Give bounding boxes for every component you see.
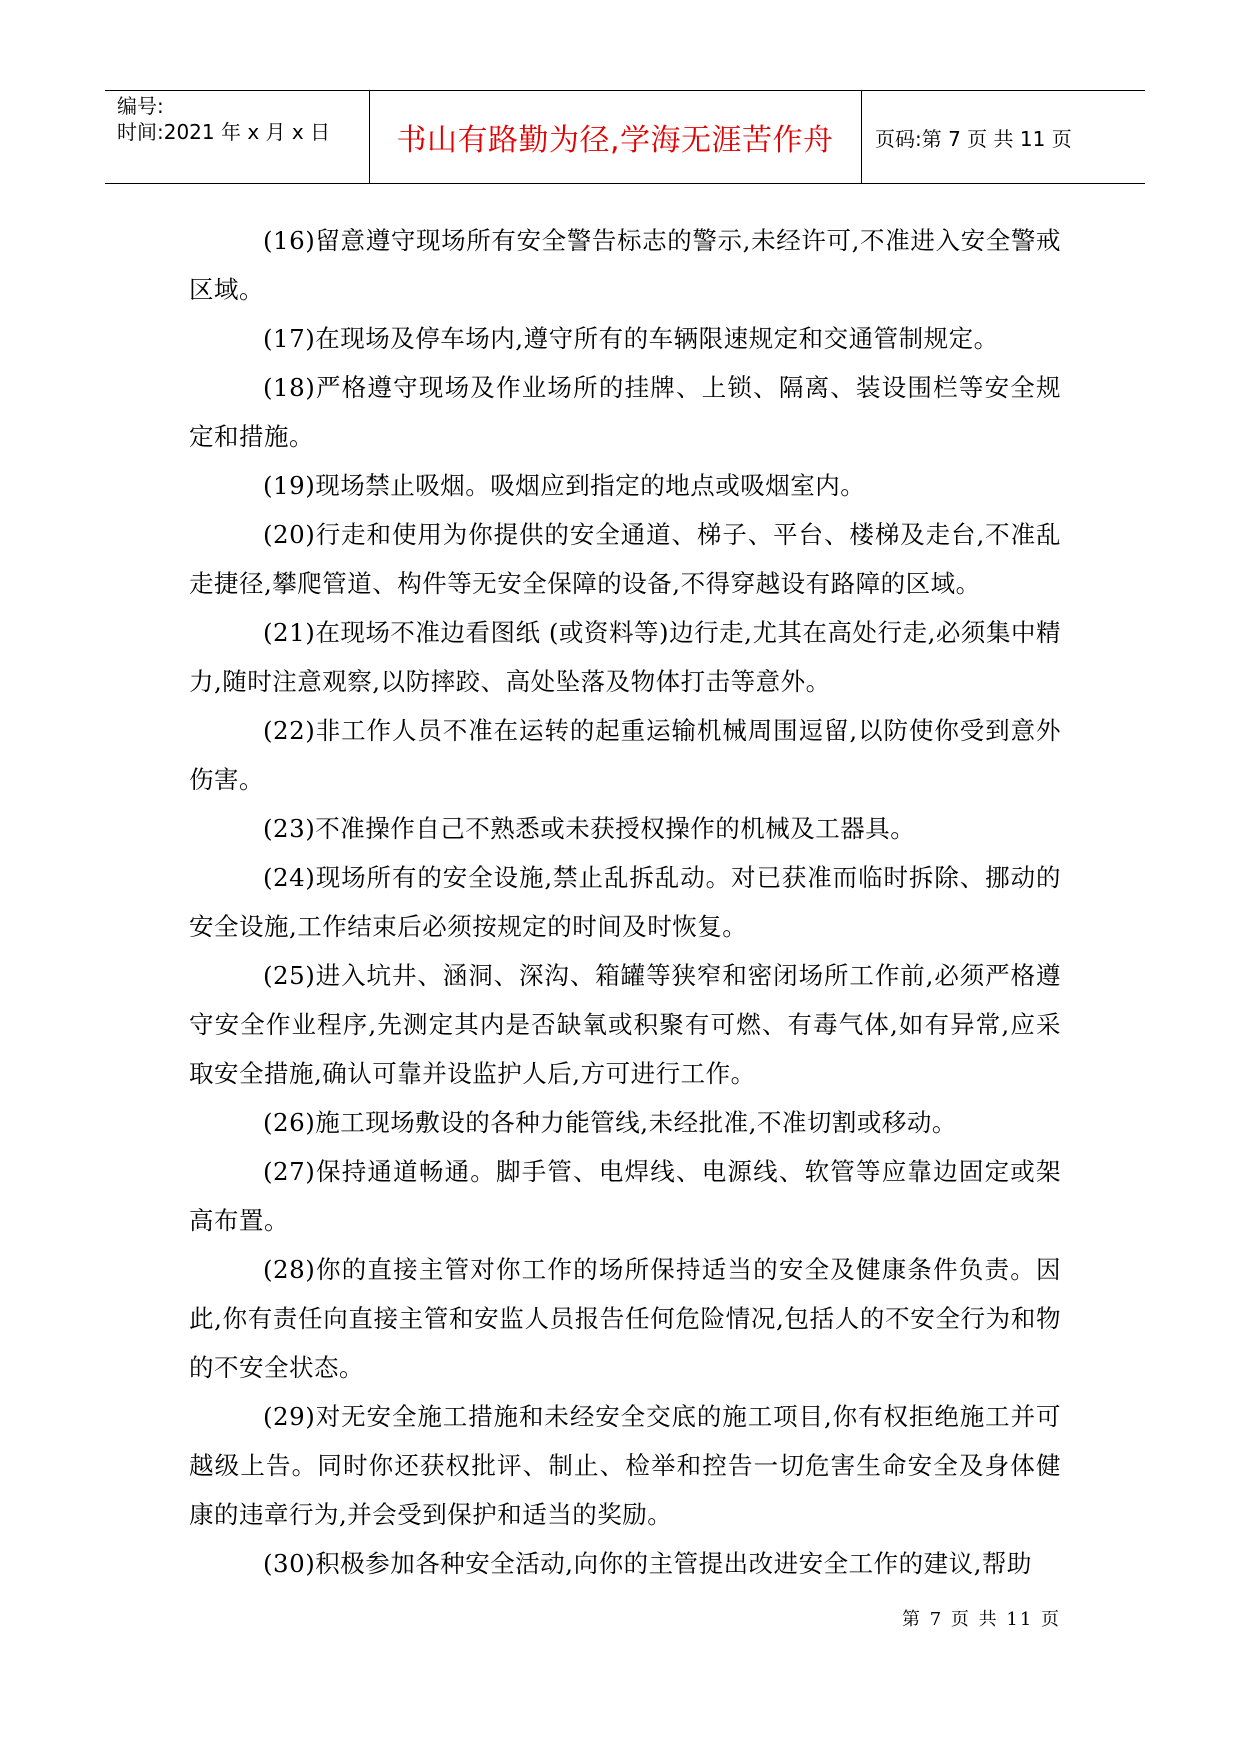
paragraph: (28)你的直接主管对你工作的场所保持适当的安全及健康条件负责。因此,你有责任向直接主管和安监人员报告任何危险情况,包括人的不安全行为和物的不安全状态。	[189, 1255, 1061, 1382]
paragraph: (21)在现场不准边看图纸 (或资料等)边行走,尤其在高处行走,必须集中精力,随时注意观察,以防摔跤、高处坠落及物体打击等意外。	[189, 618, 1061, 696]
paragraph: (24)现场所有的安全设施,禁止乱拆乱动。对已获准而临时拆除、挪动的安全设施,工作结束后必须按规定的时间及时恢复。	[189, 863, 1061, 941]
header-page-code: 页码:第 7 页 共 11 页	[875, 126, 1072, 151]
paragraph: (23)不准操作自己不熟悉或未获授权操作的机械及工器具。	[263, 814, 916, 843]
page-header	[105, 90, 1145, 184]
paragraph: (16)留意遵守现场所有安全警告标志的警示,未经许可,不准进入安全警戒区域。	[189, 226, 1061, 304]
paragraph: (18)严格遵守现场及作业场所的挂牌、上锁、隔离、装设围栏等安全规定和措施。	[189, 373, 1061, 451]
header-divider	[861, 91, 862, 183]
paragraph: (30)积极参加各种安全活动,向你的主管提出改进安全工作的建议,帮助	[263, 1549, 1032, 1578]
paragraph: (29)对无安全施工措施和未经安全交底的施工项目,你有权拒绝施工并可越级上告。同时你还获权批评、制止、检举和控告一切危害生命安全及身体健康的违章行为,并会受到保护和适当的奖励。	[189, 1402, 1061, 1529]
document-number-label: 编号:	[117, 94, 164, 118]
document-body	[189, 216, 1061, 1588]
paragraph: (25)进入坑井、涵洞、深沟、箱罐等狭窄和密闭场所工作前,必须严格遵守安全作业程序,先测定其内是否缺氧或积聚有可燃、有毒气体,如有异常,应采取安全措施,确认可靠并设监护人后,方可进行工作。	[189, 961, 1061, 1088]
paragraph: (22)非工作人员不准在运转的起重运输机械周围逗留,以防使你受到意外伤害。	[189, 716, 1061, 794]
paragraph: (20)行走和使用为你提供的安全通道、梯子、平台、楼梯及走台,不准乱走捷径,攀爬管道、构件等无安全保障的设备,不得穿越设有路障的区域。	[189, 520, 1061, 598]
header-motto: 书山有路勤为径,学海无涯苦作舟	[396, 123, 834, 158]
page-footer-number: 第 7 页 共 11 页	[902, 1609, 1061, 1630]
header-meta	[117, 91, 367, 183]
paragraph: (26)施工现场敷设的各种力能管线,未经批准,不准切割或移动。	[263, 1108, 957, 1137]
paragraph: (17)在现场及停车场内,遵守所有的车辆限速规定和交通管制规定。	[263, 324, 999, 353]
document-time-label: 时间:2021 年 x 月 x 日	[117, 120, 331, 144]
header-divider	[369, 91, 370, 183]
paragraph: (27)保持通道畅通。脚手管、电焊线、电源线、软管等应靠边固定或架高布置。	[189, 1157, 1061, 1235]
paragraph: (19)现场禁止吸烟。吸烟应到指定的地点或吸烟室内。	[263, 471, 866, 500]
